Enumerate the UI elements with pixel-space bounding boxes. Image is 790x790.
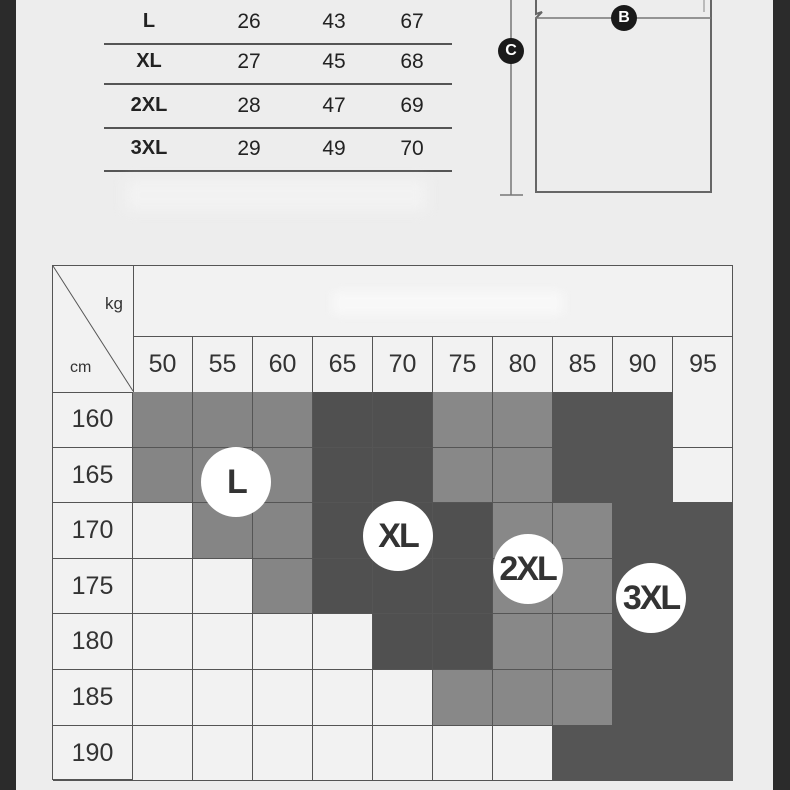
- size-cell: [373, 392, 433, 448]
- weight-header: 60: [253, 336, 313, 392]
- size-label: 2XL: [130, 94, 168, 116]
- height-label: 185: [53, 670, 133, 726]
- size-label: L: [142, 10, 156, 32]
- size-cell: [433, 448, 493, 504]
- size-cell: [673, 448, 733, 504]
- measure-cell: 47: [322, 94, 346, 117]
- size-cell: [253, 559, 313, 615]
- size-cell: [253, 726, 313, 782]
- measure-cell: 29: [237, 137, 261, 160]
- marker-c: C: [498, 38, 524, 64]
- height-label: 190: [53, 726, 133, 782]
- weight-header: 50: [133, 336, 193, 392]
- height-label: 165: [53, 448, 133, 504]
- size-cell: [373, 726, 433, 782]
- size-cell: [553, 503, 613, 559]
- size-cell: [313, 392, 373, 448]
- size-cell: [433, 559, 493, 615]
- size-cell: [253, 392, 313, 448]
- size-cell: [313, 670, 373, 726]
- size-cell: [613, 726, 673, 782]
- size-cell: [553, 392, 613, 448]
- marker-b: B: [611, 5, 637, 31]
- measure-cell: 26: [237, 10, 261, 33]
- size-cell: [373, 670, 433, 726]
- size-cell: [673, 614, 733, 670]
- height-label: 160: [53, 392, 133, 448]
- size-cell: [133, 614, 193, 670]
- size-cell: [433, 503, 493, 559]
- weight-header: 55: [193, 336, 253, 392]
- size-cell: [673, 670, 733, 726]
- size-cell: [553, 614, 613, 670]
- size-cell: [493, 670, 553, 726]
- size-cell: [313, 559, 373, 615]
- size-cell: [613, 448, 673, 504]
- size-cell: [373, 448, 433, 504]
- weight-header: 95: [689, 350, 717, 378]
- size-cell: [433, 726, 493, 782]
- weight-header: 75: [433, 336, 493, 392]
- size-chart-page: [16, 0, 773, 790]
- size-cell: [433, 670, 493, 726]
- measure-cell: 67: [400, 10, 424, 33]
- weight-header: 80: [493, 336, 553, 392]
- size-badge: 3XL: [616, 563, 686, 633]
- height-label: 175: [53, 559, 133, 615]
- size-label: XL: [136, 50, 162, 72]
- size-cell: [253, 670, 313, 726]
- size-cell: [193, 614, 253, 670]
- size-cell: [193, 559, 253, 615]
- size-cell: [133, 503, 193, 559]
- size-cell: [313, 614, 373, 670]
- size-cell: [613, 392, 673, 448]
- size-cell: [133, 392, 193, 448]
- size-cell: [553, 670, 613, 726]
- size-recommendation-grid: [52, 265, 733, 780]
- size-cell: [373, 614, 433, 670]
- shirt-diagram: [16, 0, 773, 260]
- height-label: 170: [53, 503, 133, 559]
- size-cell: [253, 503, 313, 559]
- corner-diagonal: [53, 266, 133, 392]
- measure-cell: 45: [322, 50, 346, 73]
- faded-header: [333, 291, 563, 315]
- size-cell: [193, 670, 253, 726]
- height-unit-label: cm: [70, 359, 92, 376]
- size-cell: [313, 448, 373, 504]
- size-cell: [433, 392, 493, 448]
- size-cell: [673, 726, 733, 782]
- size-cell: [193, 392, 253, 448]
- size-badge: L: [201, 447, 271, 517]
- weight-header: 90: [613, 336, 673, 392]
- size-cell: [133, 726, 193, 782]
- measure-cell: 70: [400, 137, 424, 160]
- weight-header: 70: [373, 336, 433, 392]
- size-cell: [133, 670, 193, 726]
- size-cell: [133, 559, 193, 615]
- measure-cell: 43: [322, 10, 346, 33]
- measure-cell: 69: [400, 94, 424, 117]
- size-label: 3XL: [130, 137, 168, 159]
- size-cell: [253, 614, 313, 670]
- size-cell: [553, 448, 613, 504]
- size-cell: [493, 726, 553, 782]
- size-cell: [493, 448, 553, 504]
- size-cell: [613, 670, 673, 726]
- size-cell: [313, 726, 373, 782]
- size-cell: [133, 448, 193, 504]
- size-badge: 2XL: [493, 534, 563, 604]
- weight-header: 65: [313, 336, 373, 392]
- measure-cell: 49: [322, 137, 346, 160]
- measure-cell: 28: [237, 94, 261, 117]
- weight-unit-label: kg: [105, 294, 123, 313]
- weight-header: 85: [553, 336, 613, 392]
- size-cell: [613, 503, 673, 559]
- measure-cell: 27: [237, 50, 261, 73]
- height-label: 180: [53, 614, 133, 670]
- size-cell: [673, 503, 733, 559]
- measure-cell: 68: [400, 50, 424, 73]
- size-cell: [193, 726, 253, 782]
- size-cell: [493, 392, 553, 448]
- size-cell: [493, 614, 553, 670]
- size-cell: [433, 614, 493, 670]
- shirt-outline-icon: [16, 0, 773, 260]
- size-badge: XL: [363, 501, 433, 571]
- size-cell: [553, 726, 613, 782]
- size-cell: [673, 392, 733, 448]
